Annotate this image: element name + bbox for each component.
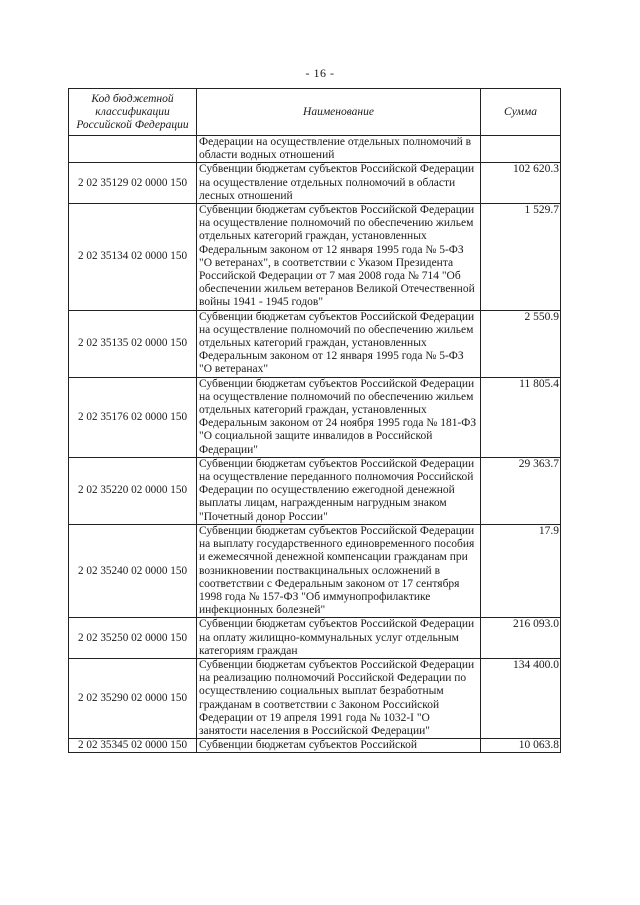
- table-row: [69, 163, 561, 204]
- page-number: - 16 -: [305, 66, 335, 80]
- row-code: 2 02 35220 02 0000 150: [69, 457, 197, 524]
- table-row: [69, 136, 561, 163]
- row-name: Субвенции бюджетам субъектов Российской Федерации на оплату жилищно-коммунальных услуг отдельным категориям граждан: [197, 618, 481, 659]
- row-code: 2 02 35240 02 0000 150: [69, 524, 197, 617]
- row-sum: 1 529.7: [481, 204, 561, 311]
- row-name: Субвенции бюджетам субъектов Российской: [197, 739, 481, 753]
- table-row: [69, 204, 561, 311]
- table-row: [69, 658, 561, 738]
- row-sum: 2 550.9: [481, 310, 561, 377]
- row-code: 2 02 35129 02 0000 150: [69, 163, 197, 204]
- row-name: Субвенции бюджетам субъектов Российской Федерации на осуществление переданного полномочия Российской Федерации по осуществлению ежегодной денежной выплаты лицам, награжденным нагрудным знаком "Почетный донор России": [197, 457, 481, 524]
- table-row: [69, 310, 561, 377]
- row-name: Субвенции бюджетам субъектов Российской Федерации на выплату государственного единовременного пособия и ежемесячной денежной компенсации гражданам при возникновении поствакцинальных осложнений в соответствии с Федеральным законом от 17 сентября 1998 года № 157-ФЗ "Об иммунопрофилактике инфекционных болезней": [197, 524, 481, 617]
- row-code: 2 02 35290 02 0000 150: [69, 658, 197, 738]
- row-name: Субвенции бюджетам субъектов Российской Федерации на осуществление полномочий по обеспечению жильем отдельных категорий граждан, установленных Федеральным законом от 24 ноября 1995 года № 181-ФЗ "О социальной защите инвалидов в Российской Федерации": [197, 377, 481, 457]
- row-sum: 102 620.3: [481, 163, 561, 204]
- row-sum: 11 805.4: [481, 377, 561, 457]
- table-row: [69, 457, 561, 524]
- budget-classification-table: [68, 88, 561, 753]
- row-code: 2 02 35250 02 0000 150: [69, 618, 197, 659]
- row-sum: 216 093.0: [481, 618, 561, 659]
- row-name: Субвенции бюджетам субъектов Российской Федерации на осуществление полномочий по обеспечению жильем отдельных категорий граждан, установленных Федеральным законом от 12 января 1995 года № 5-ФЗ "О ветеранах": [197, 310, 481, 377]
- row-sum: [481, 136, 561, 163]
- row-name: Субвенции бюджетам субъектов Российской Федерации на осуществление отдельных полномочий в области лесных отношений: [197, 163, 481, 204]
- table-row: [69, 377, 561, 457]
- row-name: Субвенции бюджетам субъектов Российской Федерации на реализацию полномочий Российской Федерации по осуществлению социальных выплат безработным гражданам в соответствии с Законом Российской Федерации от 19 апреля 1991 года № 1032-I "О занятости населения в Российской Федерации": [197, 658, 481, 738]
- table-header-row: [69, 89, 561, 136]
- row-name: Федерации на осуществление отдельных полномочий в области водных отношений: [197, 136, 481, 163]
- header-name: Наименование: [197, 89, 481, 136]
- row-code: 2 02 35134 02 0000 150: [69, 204, 197, 311]
- table-row: [69, 524, 561, 617]
- row-code: 2 02 35176 02 0000 150: [69, 377, 197, 457]
- row-name: Субвенции бюджетам субъектов Российской Федерации на осуществление полномочий по обеспечению жильем отдельных категорий граждан, установленных Федеральным законом от 12 января 1995 года № 5-ФЗ "О ветеранах", в соответствии с Указом Президента Российской Федерации от 7 мая 2008 года № 714 "Об обеспечении жильем ветеранов Великой Отечественной войны 1941 - 1945 годов": [197, 204, 481, 311]
- row-code: 2 02 35135 02 0000 150: [69, 310, 197, 377]
- row-code: 2 02 35345 02 0000 150: [69, 739, 197, 753]
- row-code: [69, 136, 197, 163]
- row-sum: 10 063.8: [481, 739, 561, 753]
- header-sum: Сумма: [481, 89, 561, 136]
- header-code: Код бюджетной классификации Российской Федерации: [69, 89, 197, 136]
- row-sum: 29 363.7: [481, 457, 561, 524]
- table-row: [69, 739, 561, 753]
- table-row: [69, 618, 561, 659]
- row-sum: 17.9: [481, 524, 561, 617]
- row-sum: 134 400.0: [481, 658, 561, 738]
